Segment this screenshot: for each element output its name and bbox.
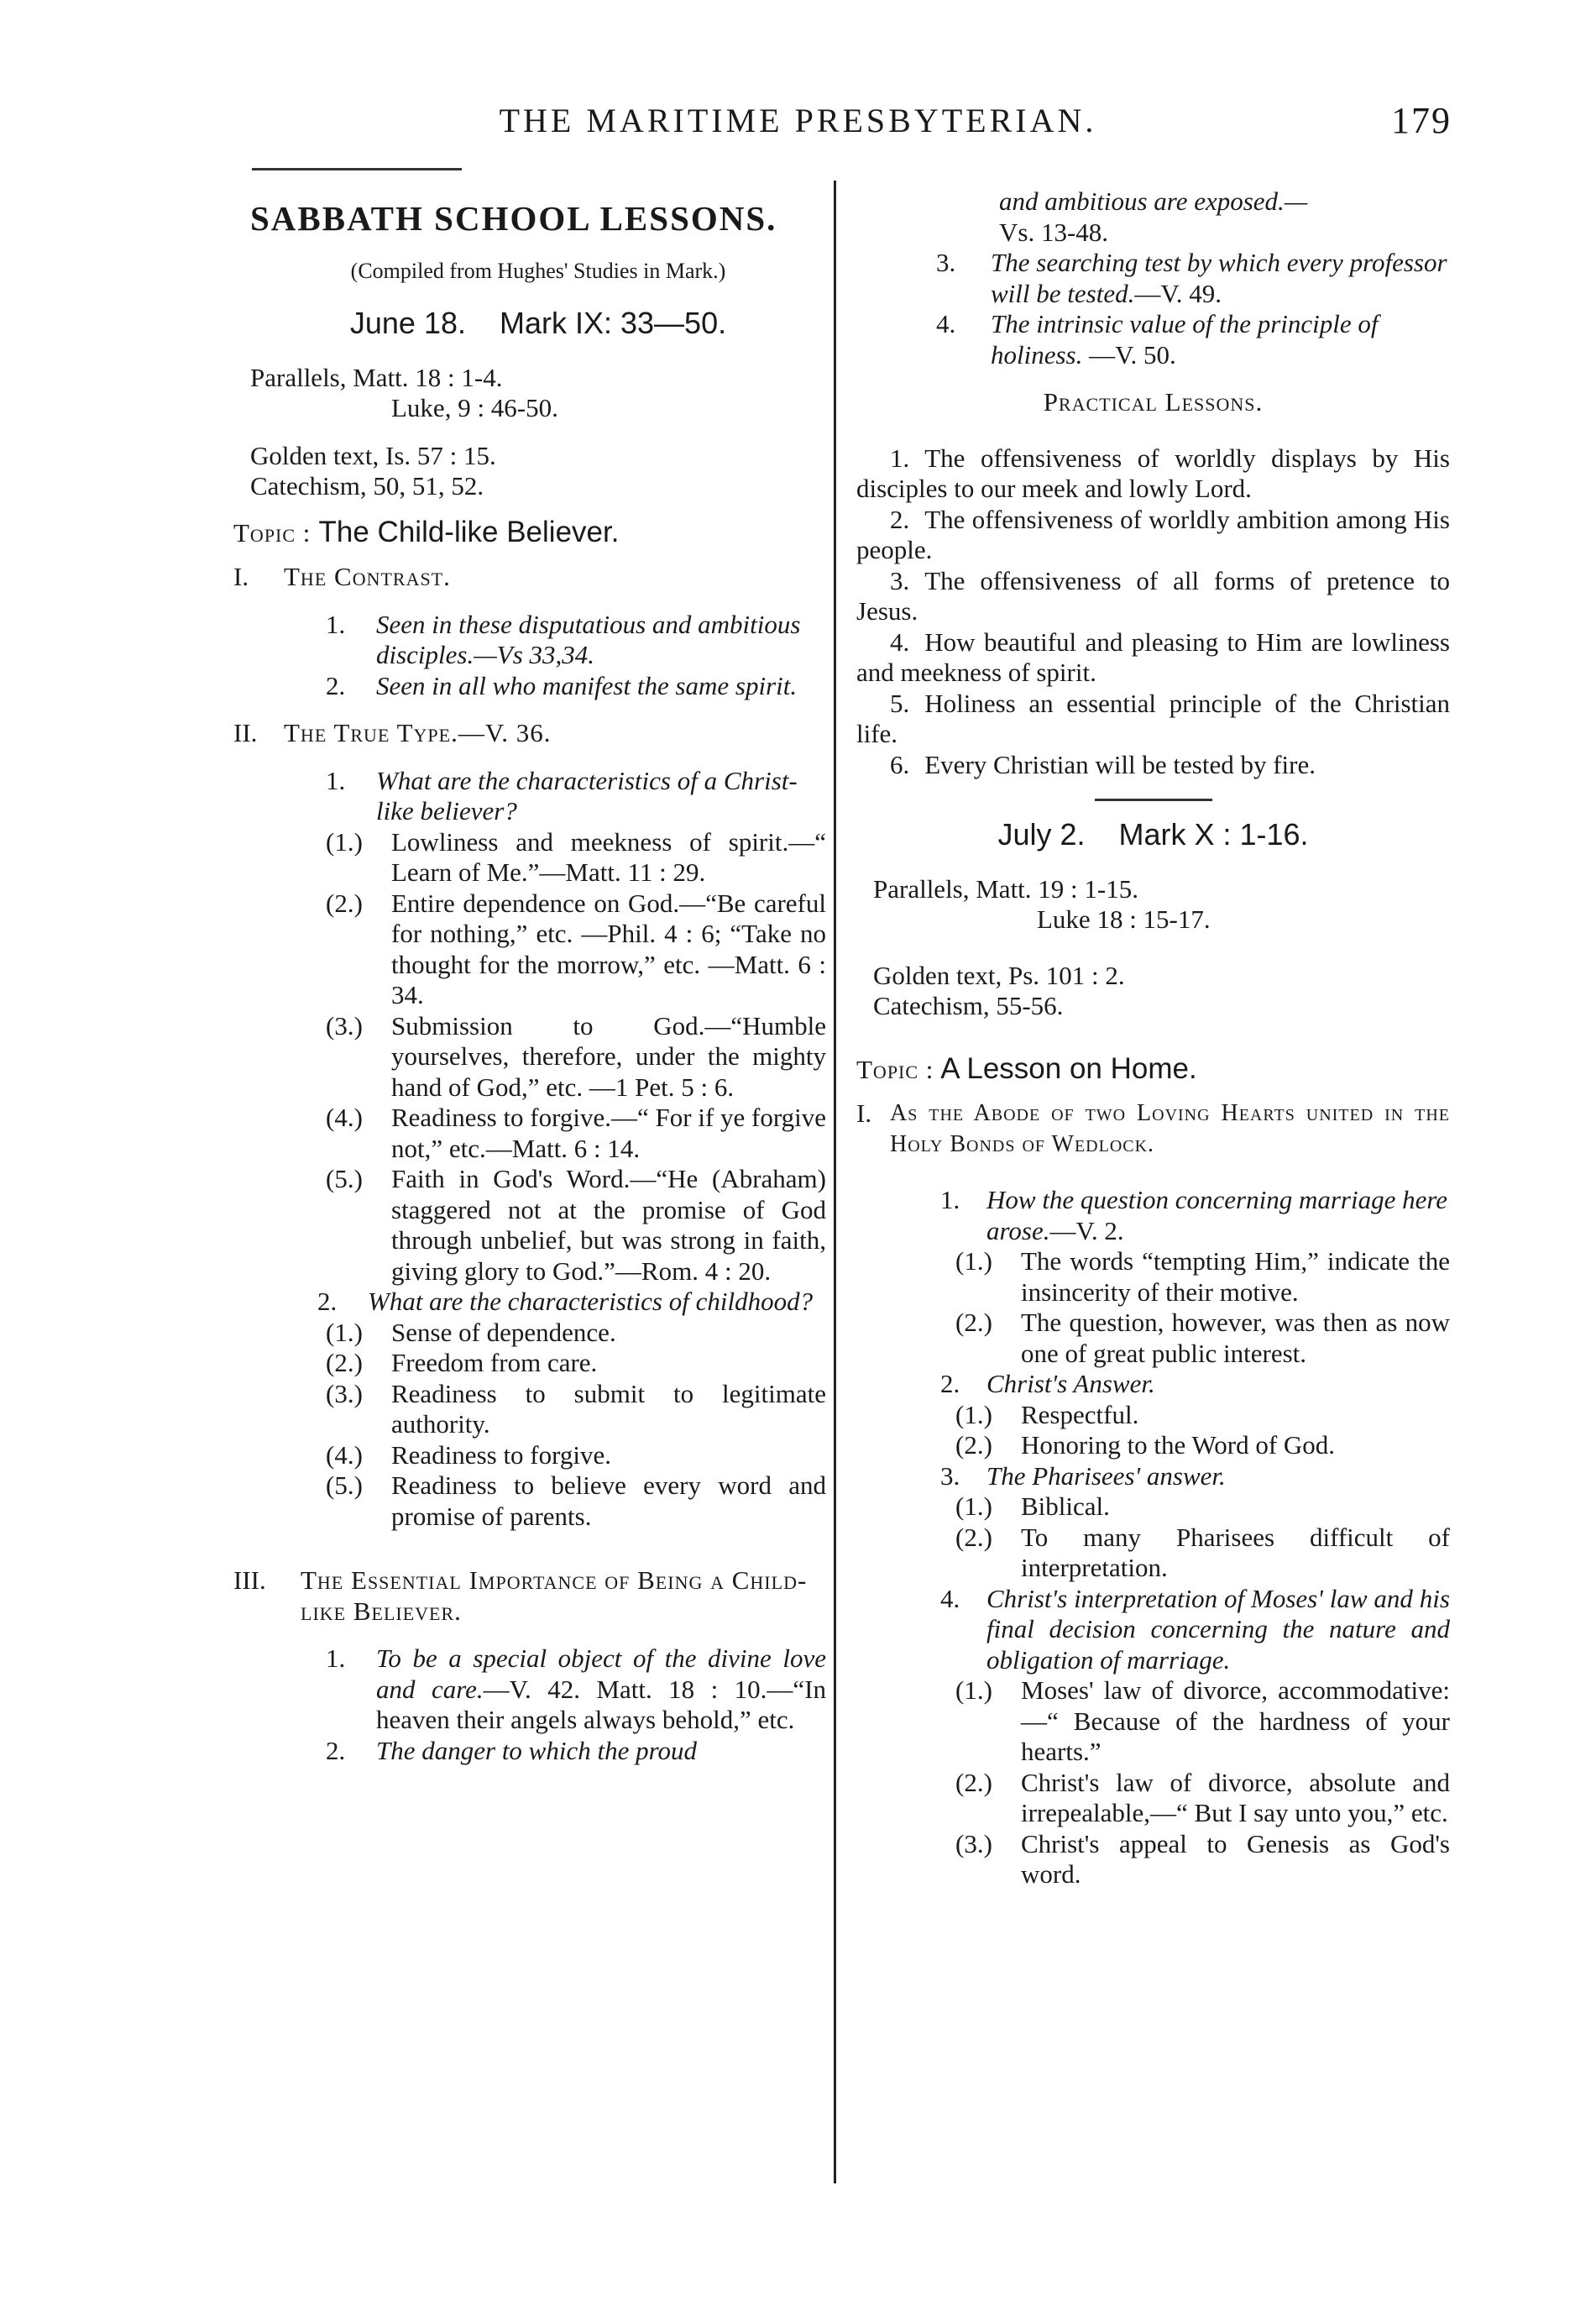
sub-item [250, 1318, 826, 1349]
sub-item [856, 1829, 1450, 1890]
sub-text: Readiness to believe every word and promise of parents. [391, 1470, 826, 1531]
outline-item [250, 1287, 826, 1318]
sub-number: (2.) [955, 1430, 992, 1460]
sub-text: Honoring to the Word of God. [1021, 1430, 1336, 1460]
item-number: 2. [317, 1287, 338, 1316]
item-text [991, 309, 1450, 370]
item-text: What are the characteristics of a Christ-like believer? [376, 765, 798, 826]
section-heading: The True Type.—V. 36. [284, 718, 552, 747]
outline-item [856, 248, 1450, 309]
lesson-point-body: How beautiful and pleasing to Him are lowliness and meekness of spirit. [856, 626, 1450, 687]
sub-item [856, 1400, 1450, 1431]
lesson-point-text [856, 689, 1450, 750]
page-number: 179 [1391, 100, 1452, 141]
item-reference: —V. 2. [1049, 1215, 1124, 1245]
item-number: 1. [326, 1643, 346, 1673]
sub-item [856, 1491, 1450, 1523]
sub-item [856, 1246, 1450, 1308]
sub-text: Readiness to forgive.—“ For if ye forgive not,” etc.—Matt. 6 : 14. [391, 1103, 826, 1163]
sub-text: Readiness to submit to legitimate authority. [391, 1378, 826, 1439]
sub-text: Sense of dependence. [391, 1317, 616, 1347]
item-text: Christ's interpretation of Moses' law and his final decision concerning the nature and obligation of marriage. [986, 1583, 1450, 1675]
parallels-line: Parallels, Matt. 18 : 1-4. [250, 362, 503, 392]
sub-number: (1.) [955, 1491, 992, 1521]
item-reference: —V. 49. [1134, 278, 1222, 308]
lesson-point-body: The offensiveness of all forms of pretence to Jesus. [856, 565, 1450, 626]
sub-item [250, 827, 826, 888]
lesson-point-body: The offensiveness of worldly ambition among His people. [856, 504, 1450, 564]
topic-text: The Child-like Believer. [318, 515, 620, 548]
outline-item [250, 1643, 826, 1736]
sub-item [250, 1440, 826, 1471]
item-emphasis: The intrinsic value of the principle of holiness. [991, 309, 1379, 370]
lesson-point-number: 1. [890, 443, 910, 473]
right-column [856, 186, 1450, 1890]
sub-text: Respectful. [1021, 1399, 1139, 1429]
sub-item [856, 1308, 1450, 1369]
lesson-point-text [856, 505, 1450, 566]
sub-item [250, 1379, 826, 1440]
sub-number: (2.) [955, 1522, 992, 1552]
item-number: 2. [326, 670, 346, 700]
continued-line: Vs. 13-48. [999, 217, 1109, 247]
lesson-heading: June 18. Mark IX: 33—50. [349, 306, 727, 340]
item-text [376, 1643, 826, 1736]
sub-text: Moses' law of divorce, accommodative:—“ Because of the hardness of your hearts.” [1021, 1675, 1450, 1766]
outline-item [856, 309, 1450, 370]
item-text: What are the characteristics of childhood? [368, 1287, 814, 1316]
outline-section [856, 1098, 1450, 1160]
lesson-point-number: 4. [890, 626, 910, 657]
lesson-point [856, 566, 1450, 627]
lesson-point-number: 2. [890, 504, 910, 534]
header-rule [252, 168, 462, 170]
sub-number: (3.) [326, 1378, 363, 1408]
sub-text: Readiness to forgive. [391, 1439, 612, 1470]
lesson-point-text [856, 750, 1450, 781]
sub-number: (5.) [326, 1164, 363, 1193]
outline-item [250, 766, 826, 827]
item-text: The Pharisees' answer. [986, 1460, 1226, 1491]
sub-item [250, 1164, 826, 1287]
sub-number: (1.) [955, 1675, 992, 1705]
item-text: Seen in these disputatious and ambitious disciples.—Vs 33,34. [376, 609, 801, 669]
item-text [991, 248, 1450, 309]
sub-number: (2.) [955, 1767, 992, 1797]
sub-number: (5.) [326, 1470, 363, 1500]
parallels-line: Luke, 9 : 46-50. [391, 393, 558, 422]
sub-text: Freedom from care. [391, 1348, 598, 1377]
item-number: 1. [326, 609, 346, 639]
lesson-heading: July 2. Mark X : 1-16. [997, 817, 1309, 852]
outline-item [250, 1736, 826, 1767]
section-heading: As the Abode of two Loving Hearts united in the Holy Bonds of Wedlock. [890, 1100, 1450, 1157]
parallels-line: Parallels, Matt. 19 : 1-15. [873, 873, 1138, 904]
item-number: 2. [326, 1735, 346, 1765]
sub-text: Biblical. [1021, 1491, 1110, 1521]
item-emphasis: To be a special object of the divine love and care. [376, 1643, 826, 1704]
lesson-point-body: Every Christian will be tested by fire. [924, 749, 1316, 779]
section-number: I. [856, 1098, 872, 1128]
sub-number: (3.) [326, 1010, 363, 1040]
running-head: THE MARITIME PRESBYTERIAN. [499, 102, 1097, 139]
sub-text: Submission to God.—“Humble yourselves, therefore, under the mighty hand of God,” etc. —1 Pet. 5 : 6. [391, 1010, 826, 1102]
item-emphasis: The searching test by which every professor will be tested. [991, 248, 1447, 308]
section-heading: The Essential Importance of Being a Child-like Believer. [301, 1565, 808, 1626]
left-column [233, 186, 827, 1766]
sub-item [250, 1103, 826, 1164]
sub-text: The question, however, was then as now one of great public interest. [1021, 1308, 1450, 1368]
outline-item [856, 1369, 1450, 1400]
sub-item [856, 1523, 1450, 1584]
sub-item [856, 1430, 1450, 1461]
item-number: 3. [936, 248, 956, 277]
topic-label: Topic : [233, 517, 311, 548]
parallels-line: Luke 18 : 15-17. [1037, 904, 1211, 934]
outline-section [233, 718, 826, 749]
lesson-point [856, 750, 1450, 781]
outline-section [233, 1565, 826, 1627]
topic-label: Topic : [856, 1054, 934, 1084]
lesson-point-number: 5. [890, 688, 910, 718]
sub-text: Faith in God's Word.—“He (Abraham) staggered not at the promise of God through unbelief, but was strong in faith, giving glory to God.”—Rom. 4 : 20. [391, 1164, 826, 1286]
lesson-point-text [856, 443, 1450, 505]
outline-item [856, 1185, 1450, 1246]
sub-number: (3.) [955, 1828, 992, 1858]
topic-text: A Lesson on Home. [940, 1051, 1197, 1085]
item-text: Christ's Answer. [986, 1369, 1155, 1398]
compiled-note: (Compiled from Hughes' Studies in Mark.) [350, 258, 726, 283]
lesson-point-body: Holiness an essential principle of the Christian life. [856, 688, 1450, 748]
sub-number: (2.) [326, 888, 363, 918]
sub-item [250, 1011, 826, 1103]
section-number: I. [233, 562, 249, 591]
item-number: 3. [940, 1460, 960, 1491]
item-number: 1. [940, 1185, 960, 1214]
section-divider [1095, 799, 1212, 801]
practical-heading: Practical Lessons. [1043, 387, 1264, 417]
sub-text: Christ's law of divorce, absolute and irrepealable,—“ But I say unto you,” etc. [1021, 1767, 1450, 1827]
sub-text: Entire dependence on God.—“Be careful for nothing,” etc. —Phil. 4 : 6; “Take no thought for the morrow,” etc. —Matt. 6 : 34. [391, 888, 826, 1009]
sub-number: (1.) [326, 1317, 363, 1347]
lesson-point-text [856, 627, 1450, 689]
sub-number: (1.) [326, 826, 363, 857]
section-number: III. [233, 1565, 266, 1595]
lesson-point [856, 627, 1450, 689]
golden-text: Golden text, Ps. 101 : 2. [873, 960, 1125, 990]
continued-line: and ambitious are exposed.— [999, 186, 1308, 216]
item-reference: —V. 42. Matt. 18 : 10.—“In heaven their angels always behold,” etc. [376, 1674, 827, 1734]
section-number: II. [233, 718, 258, 747]
sub-text: The words “tempting Him,” indicate the insincerity of their motive. [1021, 1246, 1450, 1307]
outline-item [250, 671, 826, 702]
sub-item [856, 1768, 1450, 1829]
lesson-point-number: 6. [890, 749, 910, 779]
outline-item [250, 610, 826, 671]
outline-item [856, 1461, 1450, 1492]
section-title: SABBATH SCHOOL LESSONS. [250, 199, 777, 238]
item-reference: —V. 50. [1082, 339, 1176, 370]
item-number: 2. [940, 1369, 960, 1398]
outline-item [856, 1584, 1450, 1676]
lesson-point [856, 443, 1450, 505]
catechism: Catechism, 50, 51, 52. [250, 471, 484, 501]
sub-number: (2.) [326, 1348, 363, 1377]
item-emphasis: How the question concerning marriage here arose. [986, 1185, 1448, 1245]
lesson-point [856, 689, 1450, 750]
sub-item [250, 888, 826, 1011]
column-divider [834, 181, 836, 2183]
sub-text: Christ's appeal to Genesis as God's word. [1021, 1828, 1450, 1889]
sub-number: (4.) [326, 1103, 363, 1132]
golden-text: Golden text, Is. 57 : 15. [250, 440, 496, 470]
item-text: The danger to which the proud [376, 1735, 698, 1765]
sub-number: (1.) [955, 1399, 992, 1429]
item-text: Seen in all who manifest the same spirit. [376, 670, 798, 700]
sub-text: To many Pharisees difficult of interpretation. [1021, 1522, 1450, 1582]
lesson-point [856, 505, 1450, 566]
lesson-point-body: The offensiveness of worldly displays by His disciples to our meek and lowly Lord. [856, 443, 1450, 503]
sub-item [250, 1348, 826, 1379]
catechism: Catechism, 55-56. [873, 991, 1064, 1020]
item-number: 4. [936, 309, 956, 338]
sub-item [856, 1675, 1450, 1768]
item-text [986, 1185, 1450, 1246]
item-number: 4. [940, 1583, 960, 1613]
sub-number: (2.) [955, 1308, 992, 1337]
lesson-point-text [856, 566, 1450, 627]
lesson-point-number: 3. [890, 565, 910, 595]
sub-number: (1.) [955, 1246, 992, 1276]
sub-item [250, 1470, 826, 1532]
item-number: 1. [326, 765, 346, 795]
topic-line [233, 517, 826, 549]
sub-number: (4.) [326, 1439, 363, 1470]
topic-line [856, 1051, 1450, 1086]
outline-section [233, 562, 826, 593]
sub-text: Lowliness and meekness of spirit.—“ Learn of Me.”—Matt. 11 : 29. [391, 826, 826, 887]
section-heading: The Contrast. [284, 562, 451, 591]
